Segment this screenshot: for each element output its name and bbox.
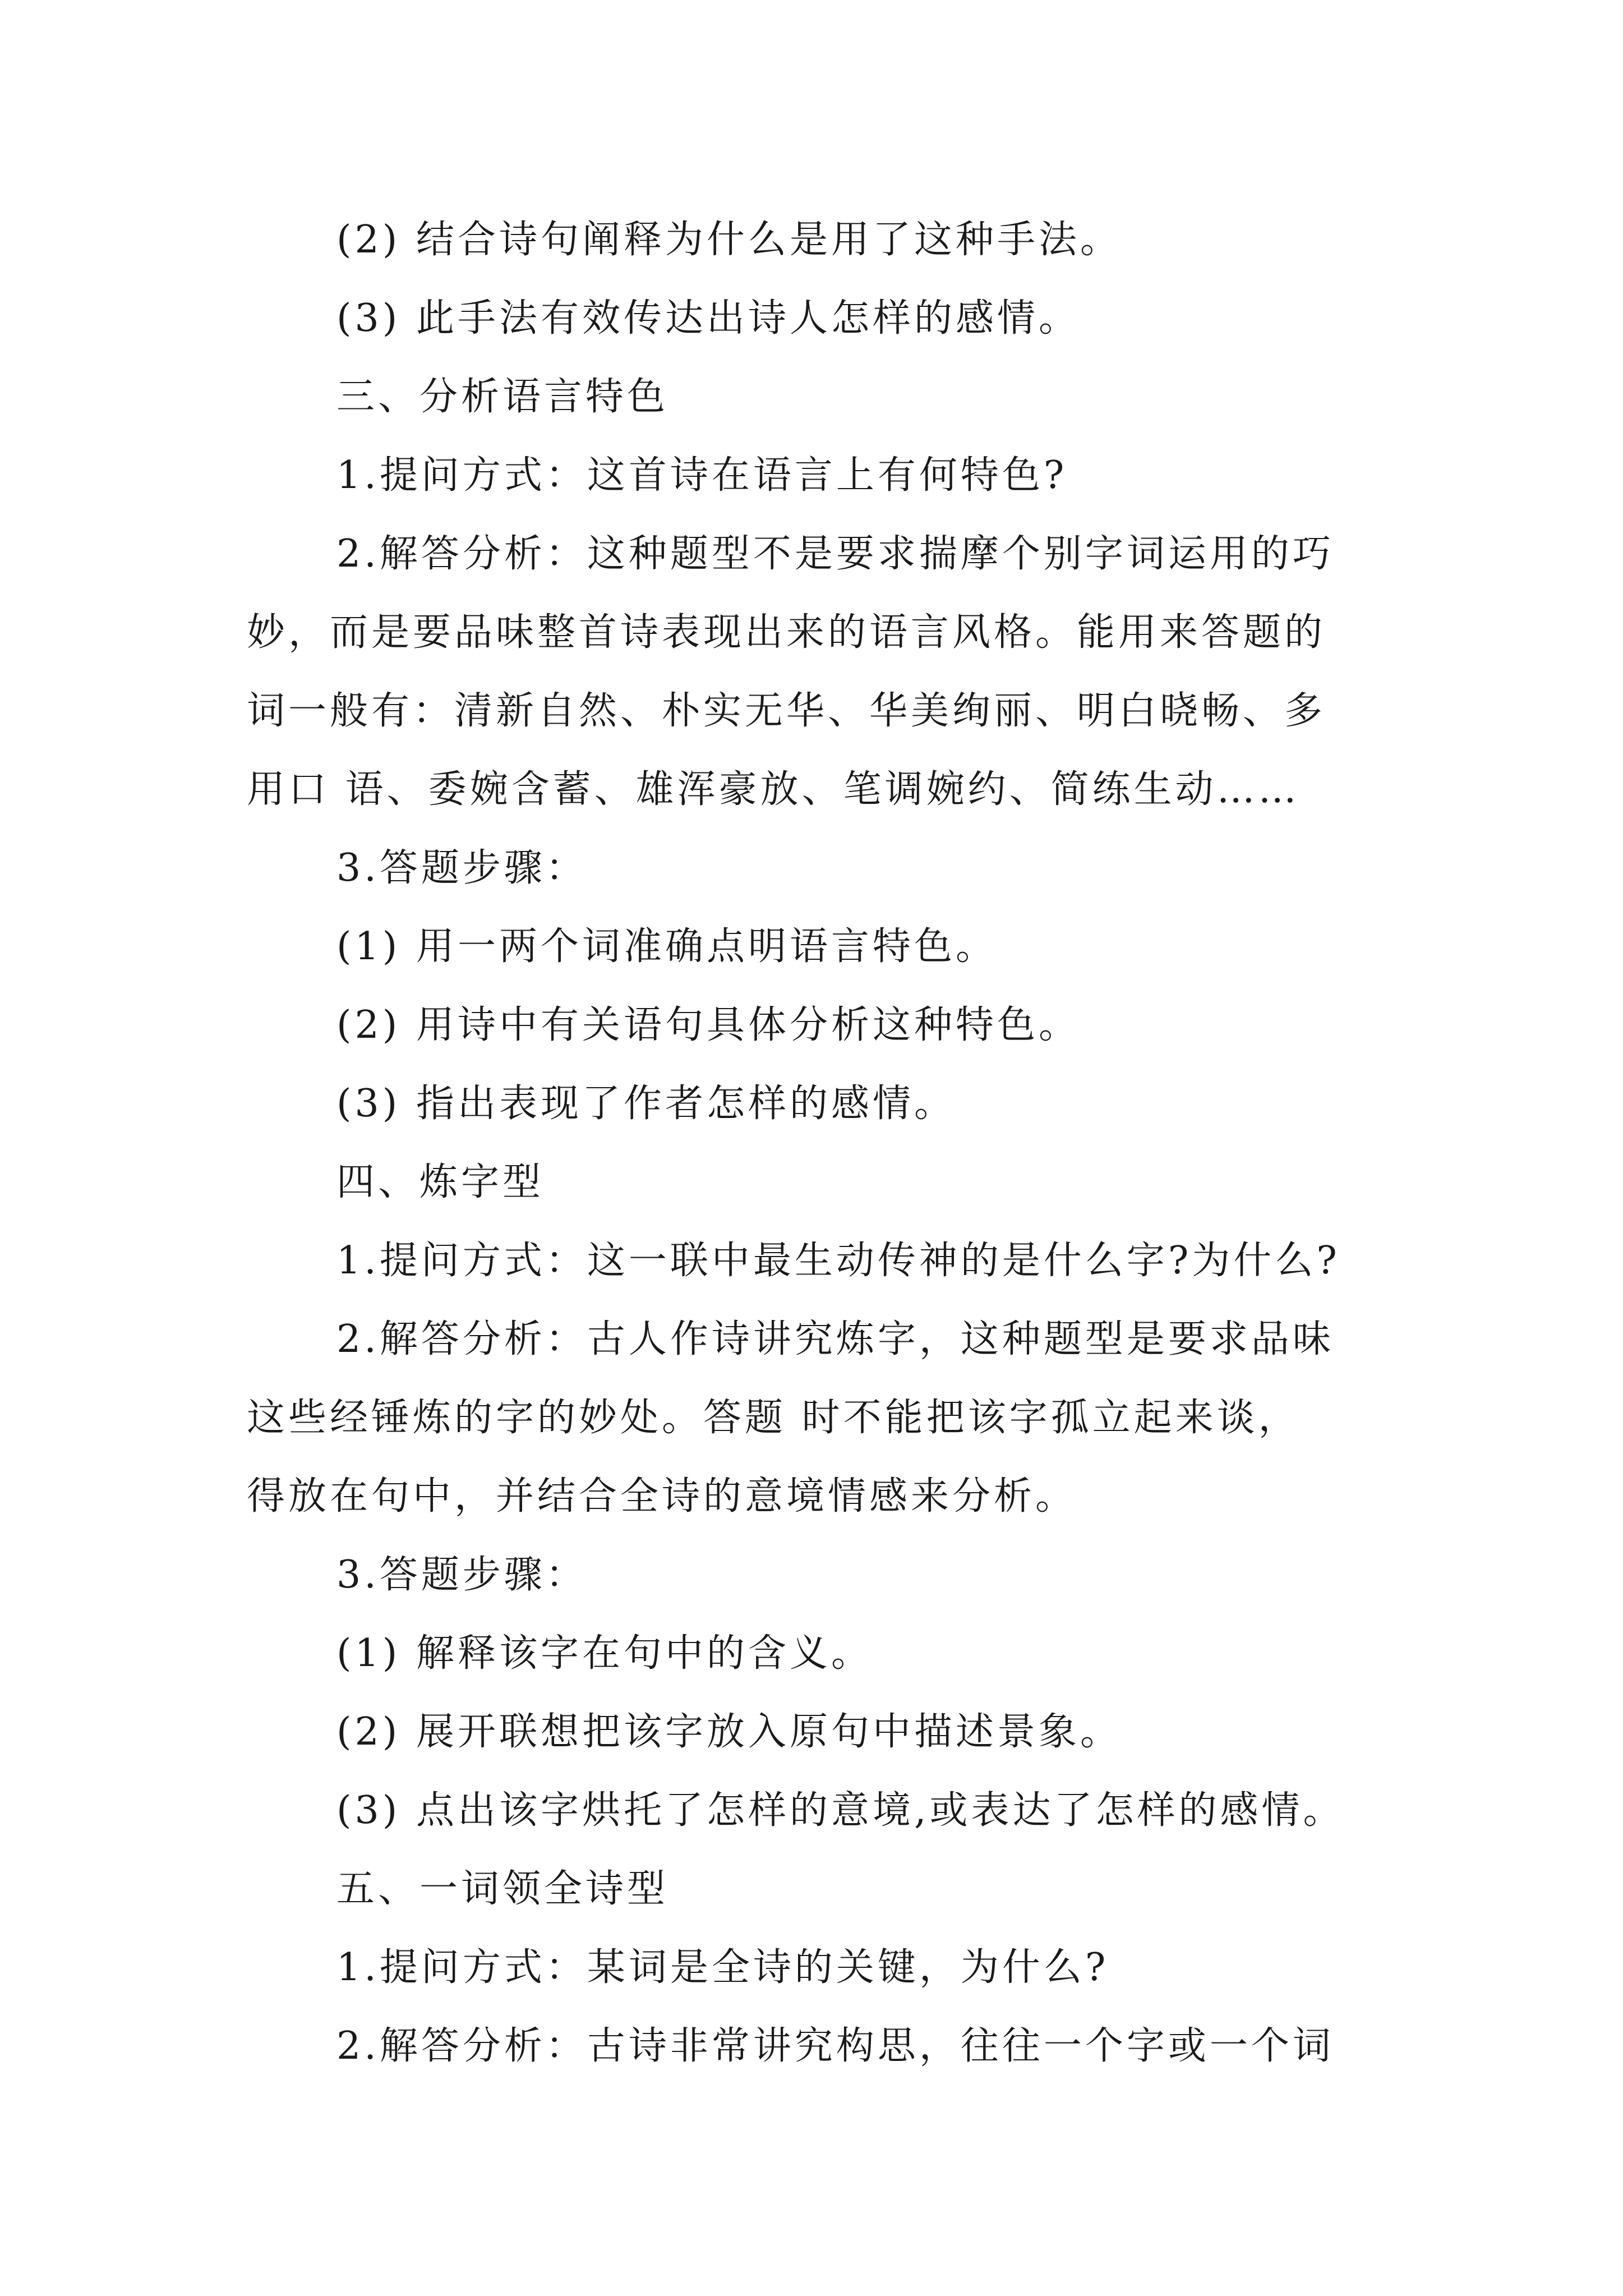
text-line: 2.解答分析：这种题型不是要求揣摩个别字词运用的巧 <box>336 532 1334 576</box>
text-line: 2.解答分析：古诗非常讲究构思，往往一个字或一个词 <box>336 2024 1334 2068</box>
text-line: (1) 解释该字在句中的含义。 <box>336 1631 873 1676</box>
text-line: 1.提问方式：这一联中最生动传神的是什么字?为什么? <box>336 1239 1340 1283</box>
text-line: 用口 语、委婉含蓄、雄浑豪放、笔调婉约、简练生动…… <box>247 767 1300 812</box>
text-line: (2) 展开联想把该字放入原句中描述景象。 <box>336 1710 1122 1754</box>
section-heading: 五、一词领全诗型 <box>336 1867 669 1911</box>
text-line: 妙，而是要品味整首诗表现出来的语言风格。能用来答题的 <box>247 610 1326 655</box>
text-line: (3) 指出表现了作者怎样的感情。 <box>336 1082 956 1126</box>
text-line: (3) 此手法有效传达出诗人怎样的感情。 <box>336 296 1080 341</box>
text-line: (3) 点出该字烘托了怎样的意境,或表达了怎样的感情。 <box>336 1788 1345 1833</box>
text-line: (1) 用一两个词准确点明语言特色。 <box>336 924 997 969</box>
text-line: 得放在句中，并结合全诗的意境情感来分析。 <box>247 1474 1077 1519</box>
text-line: 词一般有：清新自然、朴实无华、华美绚丽、明白晓畅、多 <box>247 689 1326 733</box>
text-line: 1.提问方式：这首诗在语言上有何特色? <box>336 453 1068 498</box>
text-line: 1.提问方式：某词是全诗的关键，为什么? <box>336 1945 1109 1990</box>
text-line: 这些经锤炼的字的妙处。答题 时不能把该字孤立起来谈， <box>247 1396 1300 1440</box>
text-line: (2) 用诗中有关语句具体分析这种特色。 <box>336 1003 1080 1047</box>
section-heading: 三、分析语言特色 <box>336 375 669 419</box>
text-line: 3.答题步骤： <box>336 846 587 890</box>
text-line: 2.解答分析：古人作诗讲究炼字，这种题型是要求品味 <box>336 1317 1334 1361</box>
text-line: 3.答题步骤： <box>336 1553 587 1597</box>
section-heading: 四、炼字型 <box>336 1160 545 1204</box>
text-line: (2) 结合诗句阐释为什么是用了这种手法。 <box>336 218 1122 262</box>
